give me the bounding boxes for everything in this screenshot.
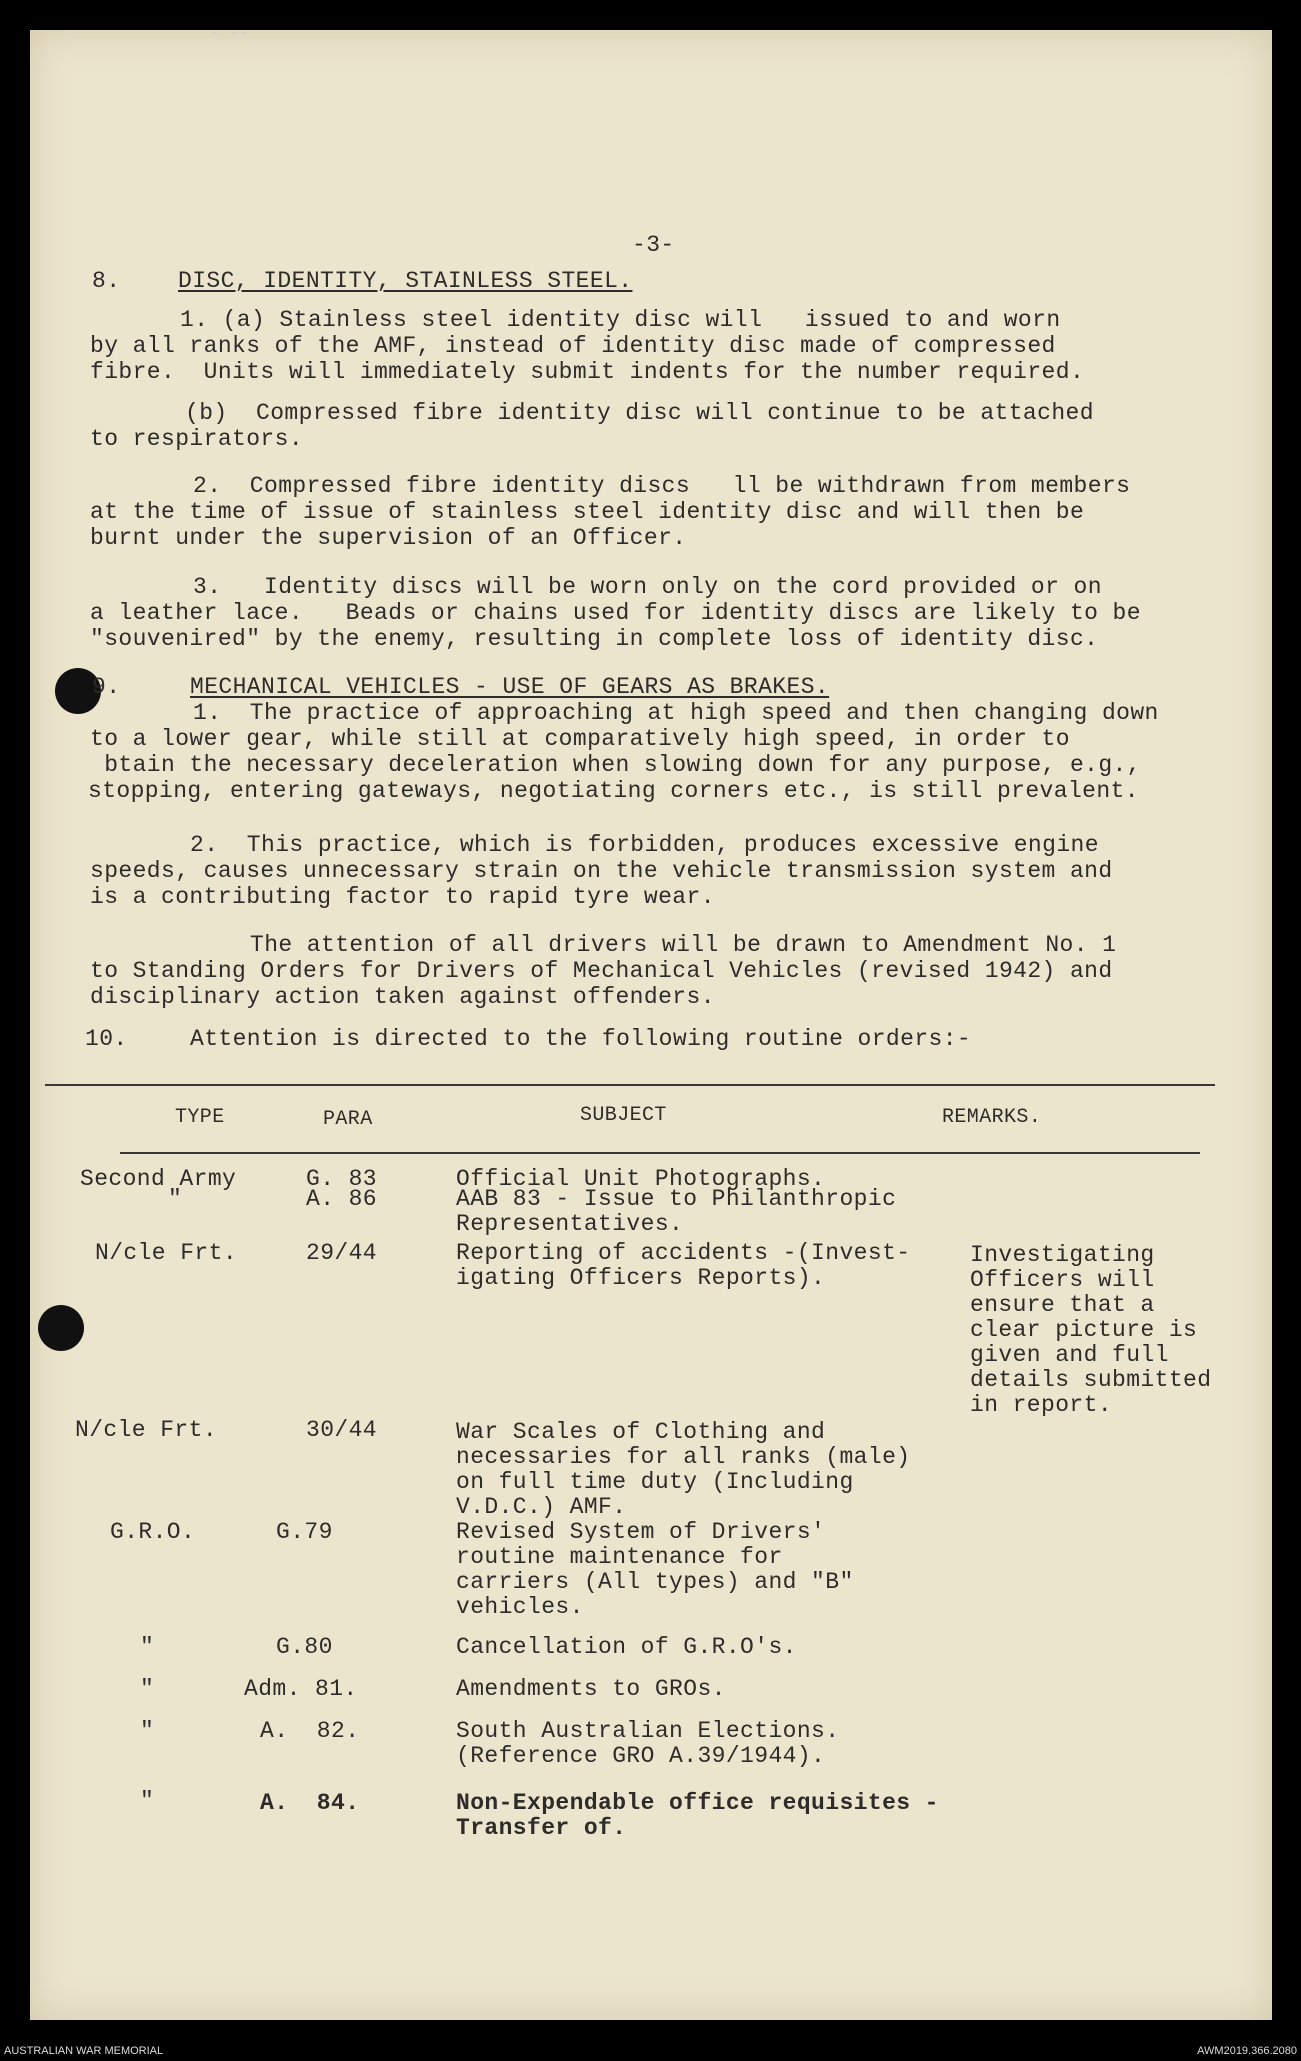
- row-6-para: G.80: [276, 1634, 333, 1660]
- section-8-heading: DISC, IDENTITY, STAINLESS STEEL.: [178, 268, 633, 294]
- page-number: -3-: [632, 232, 675, 258]
- row-3-remarks-6: details submitted: [970, 1367, 1212, 1393]
- s9-p3-line-3: disciplinary action taken against offenders.: [90, 984, 715, 1010]
- row-1-type: Second Army: [80, 1166, 237, 1192]
- s9-p1-line-4: stopping, entering gateways, negotiating corners etc., is still prevalent.: [88, 778, 1139, 804]
- header-underline: [120, 1152, 1200, 1154]
- s9-p1-line-2: to a lower gear, while still at comparatively high speed, in order to: [90, 726, 1070, 752]
- s8-p3-line-1: 3. Identity discs will be worn only on the cord provided or on: [193, 574, 1102, 600]
- footer-source-label: AUSTRALIAN WAR MEMORIAL: [4, 2045, 164, 2057]
- row-8-subject-2: (Reference GRO A.39/1944).: [456, 1743, 826, 1769]
- row-5-subject-2: routine maintenance for: [456, 1544, 783, 1570]
- row-9-subject-2: Transfer of.: [456, 1815, 627, 1841]
- row-4-subject-2: necessaries for all ranks (male): [456, 1444, 911, 1470]
- section-10-text: Attention is directed to the following routine orders:-: [190, 1026, 972, 1052]
- top-mark: - --: [210, 24, 251, 42]
- row-7-subject-1: Amendments to GROs.: [456, 1676, 726, 1702]
- row-3-subject-2: igating Officers Reports).: [456, 1265, 826, 1291]
- row-3-remarks-4: clear picture is: [970, 1317, 1198, 1343]
- s8-p3-line-3: "souvenired" by the enemy, resulting in complete loss of identity disc.: [90, 626, 1099, 652]
- s9-p3-line-1: The attention of all drivers will be drawn to Amendment No. 1: [250, 932, 1117, 958]
- row-4-type: N/cle Frt.: [75, 1417, 218, 1443]
- s9-p2-line-1: 2. This practice, which is forbidden, produces excessive engine: [190, 832, 1099, 858]
- row-3-remarks-2: Officers will: [970, 1267, 1155, 1293]
- row-1-para: G. 83: [306, 1166, 378, 1192]
- row-9-type: ": [140, 1788, 155, 1814]
- row-7-para: Adm. 81.: [244, 1676, 358, 1702]
- section-9-number: 9.: [92, 674, 121, 700]
- row-3-remarks-3: ensure that a: [970, 1292, 1155, 1318]
- s8-p3-line-2: a leather lace. Beads or chains used for identity discs are likely to be: [90, 600, 1141, 626]
- s8-p1-line-2: by all ranks of the AMF, instead of identity disc made of compressed: [90, 333, 1056, 359]
- row-1-subject-1: Official Unit Photographs.: [456, 1166, 826, 1192]
- s9-p2-line-3: is a contributing factor to rapid tyre wear.: [90, 884, 715, 910]
- s8-p1-line-1: 1. (a) Stainless steel identity disc will issued to and worn: [180, 307, 1061, 333]
- table-top-rule: [45, 1084, 1215, 1086]
- s9-p1-line-3: btain the necessary deceleration when slowing down for any purpose, e.g.,: [90, 752, 1141, 778]
- row-5-type: G.R.O.: [110, 1519, 196, 1545]
- row-2-type: ": [168, 1186, 183, 1212]
- s8-p1b-line-1: (b) Compressed fibre identity disc will continue to be attached: [185, 400, 1094, 426]
- row-4-para: 30/44: [306, 1417, 378, 1443]
- row-2-para: A. 86: [306, 1186, 378, 1212]
- row-5-subject-4: vehicles.: [456, 1594, 584, 1620]
- s8-p1b-line-2: to respirators.: [90, 426, 304, 452]
- row-9-subject-1: Non-Expendable office requisites -: [456, 1790, 939, 1816]
- row-4-subject-1: War Scales of Clothing and: [456, 1419, 826, 1445]
- s8-p1-line-3: fibre. Units will immediately submit indents for the number required.: [90, 359, 1085, 385]
- s8-p2-line-3: burnt under the supervision of an Officer.: [90, 525, 687, 551]
- s9-p1-line-1: 1. The practice of approaching at high speed and then changing down: [193, 700, 1159, 726]
- row-8-type: ": [140, 1718, 155, 1744]
- footer-accession-number: AWM2019.366.2080: [1197, 2045, 1297, 2057]
- section-9-heading: MECHANICAL VEHICLES - USE OF GEARS AS BRAKES.: [190, 674, 830, 700]
- row-6-subject-1: Cancellation of G.R.O's.: [456, 1634, 797, 1660]
- row-3-remarks-1: Investigating: [970, 1242, 1155, 1268]
- s9-p3-line-2: to Standing Orders for Drivers of Mechanical Vehicles (revised 1942) and: [90, 958, 1113, 984]
- row-4-subject-4: V.D.C.) AMF.: [456, 1494, 627, 1520]
- row-3-subject-1: Reporting of accidents -(Invest-: [456, 1240, 911, 1266]
- punch-hole-bottom: [38, 1305, 84, 1351]
- row-2-subject-2: Representatives.: [456, 1211, 684, 1237]
- s8-p2-line-1: 2. Compressed fibre identity discs ll be withdrawn from members: [193, 473, 1131, 499]
- header-para: PARA: [323, 1108, 373, 1131]
- row-2-subject-1: AAB 83 - Issue to Philanthropic: [456, 1186, 897, 1212]
- row-4-subject-3: on full time duty (Including: [456, 1469, 854, 1495]
- row-3-para: 29/44: [306, 1240, 378, 1266]
- row-3-type: N/cle Frt.: [95, 1240, 238, 1266]
- row-3-remarks-5: given and full: [970, 1342, 1169, 1368]
- row-8-para: A. 82.: [260, 1718, 360, 1744]
- header-subject: SUBJECT: [580, 1104, 667, 1127]
- row-5-para: G.79: [276, 1519, 333, 1545]
- header-type: TYPE: [175, 1106, 225, 1129]
- section-8-number: 8.: [92, 268, 121, 294]
- section-10-number: 10.: [85, 1026, 128, 1052]
- row-6-type: ": [140, 1634, 155, 1660]
- row-8-subject-1: South Australian Elections.: [456, 1718, 840, 1744]
- row-5-subject-3: carriers (All types) and "B": [456, 1569, 854, 1595]
- header-remarks: REMARKS.: [942, 1106, 1042, 1129]
- row-7-type: ": [140, 1676, 155, 1702]
- row-3-remarks-7: in report.: [970, 1392, 1113, 1418]
- row-9-para: A. 84.: [260, 1790, 360, 1816]
- row-5-subject-1: Revised System of Drivers': [456, 1519, 826, 1545]
- s8-p2-line-2: at the time of issue of stainless steel identity disc and will then be: [90, 499, 1085, 525]
- s9-p2-line-2: speeds, causes unnecessary strain on the vehicle transmission system and: [90, 858, 1113, 884]
